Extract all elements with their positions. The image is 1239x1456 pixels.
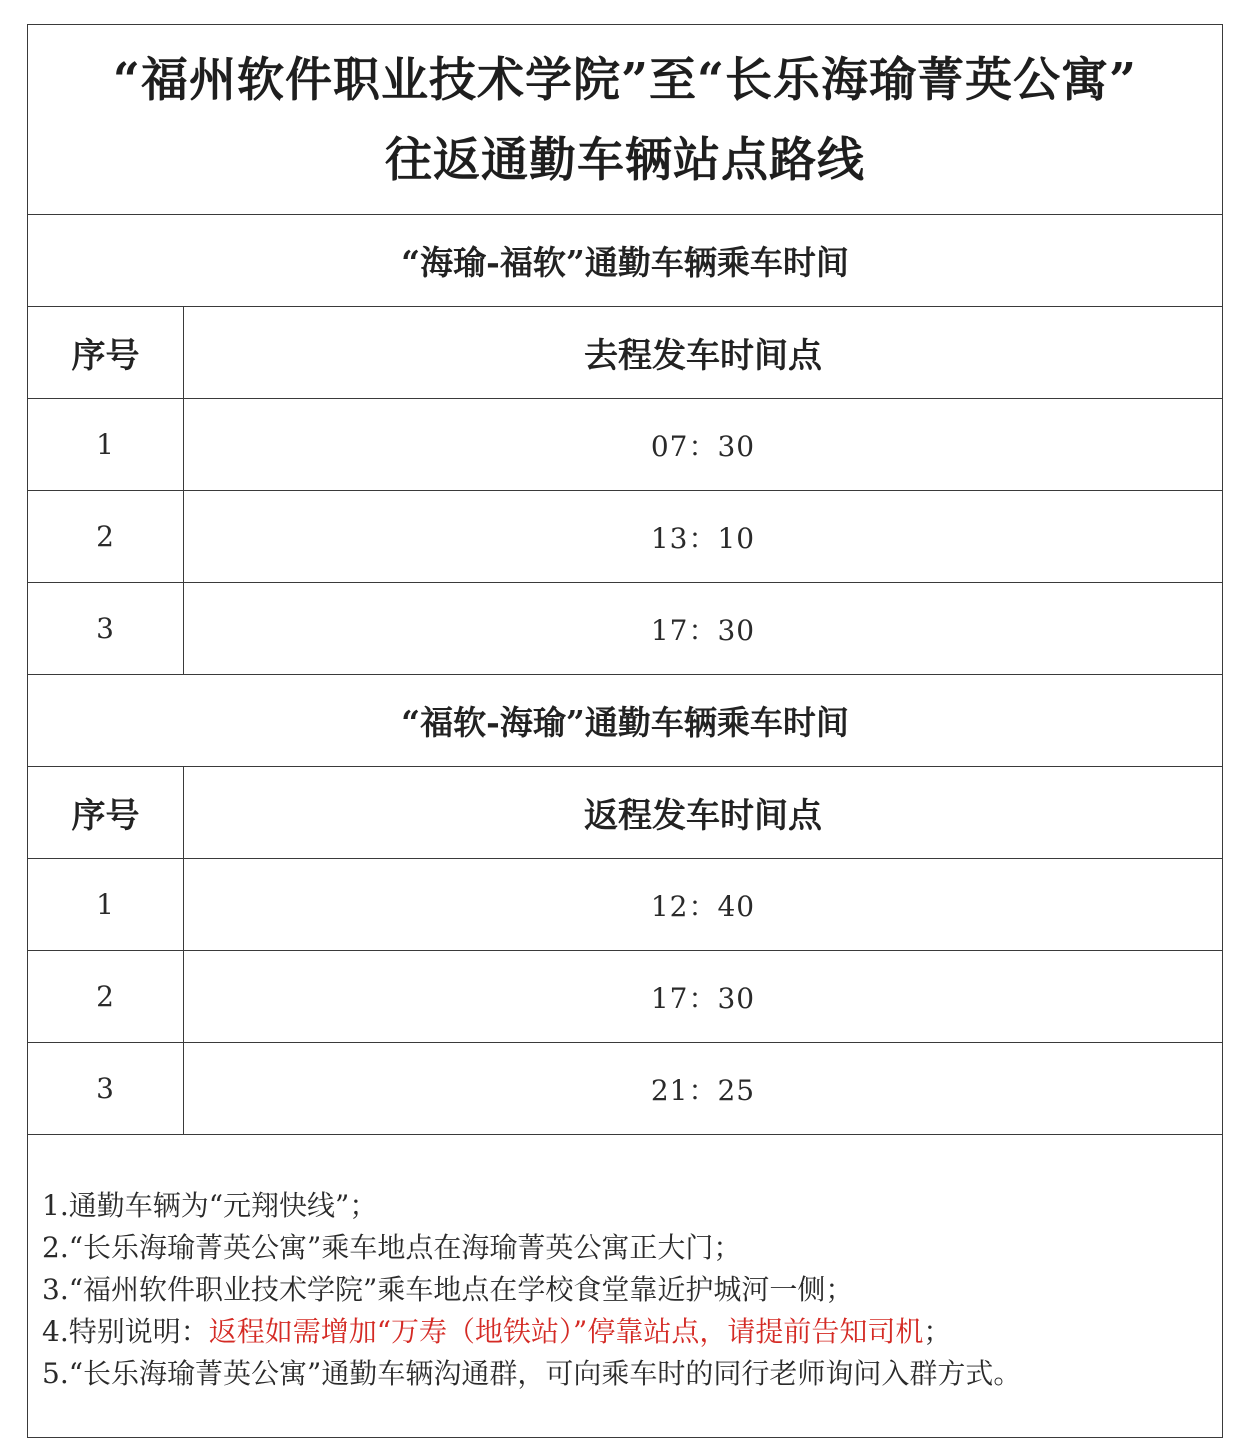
row-time-cell — [184, 583, 1222, 674]
row-index-cell — [28, 399, 184, 490]
table-row — [28, 1043, 1222, 1135]
note-4-highlight: 返程如需增加“万寿（地铁站）”停靠站点，请提前告知司机 — [208, 1315, 924, 1348]
row-time: 17：30 — [650, 981, 756, 1015]
table-row — [28, 951, 1222, 1043]
table-row — [28, 399, 1222, 491]
note-5: 5.“长乐海瑜菁英公寓”通勤车辆沟通群，可向乘车时的同行老师询问入群方式。 — [42, 1357, 1022, 1390]
row-time-cell — [184, 1043, 1222, 1134]
title-block — [28, 25, 1222, 215]
row-index: 2 — [96, 520, 115, 553]
note-3: 3.“福州软件职业技术学院”乘车地点在学校食堂靠近护城河一侧； — [42, 1273, 854, 1306]
row-time-cell — [184, 491, 1222, 582]
row-index-cell — [28, 491, 184, 582]
row-index-cell — [28, 951, 184, 1042]
row-time: 07：30 — [650, 429, 756, 463]
return-col-time-label: 返程发车时间点 — [584, 796, 822, 836]
row-index: 1 — [96, 888, 115, 921]
return-col-index-label: 序号 — [71, 796, 140, 836]
return-heading-text: “福软-海瑜”通勤车辆乘车时间 — [401, 703, 849, 742]
row-index-cell — [28, 1043, 184, 1134]
row-time: 12：40 — [650, 889, 756, 923]
table-row — [28, 583, 1222, 675]
return-col-time — [184, 767, 1222, 858]
outbound-col-time — [184, 307, 1222, 398]
row-time: 17：30 — [650, 613, 756, 647]
row-time-cell — [184, 399, 1222, 490]
row-time-cell — [184, 951, 1222, 1042]
outbound-col-time-label: 去程发车时间点 — [584, 336, 822, 376]
note-1: 1.通勤车辆为“元翔快线”； — [42, 1189, 378, 1222]
outbound-col-index-label: 序号 — [71, 336, 140, 376]
row-index: 3 — [96, 612, 115, 645]
return-section-heading — [28, 675, 1222, 767]
row-index-cell — [28, 859, 184, 950]
table-row — [28, 491, 1222, 583]
page-title-line-1: “福州软件职业技术学院”至“长乐海瑜菁英公寓” — [112, 53, 1138, 108]
row-time-cell — [184, 859, 1222, 950]
table-row — [28, 859, 1222, 951]
page-title-line-2: 往返通勤车辆站点路线 — [385, 133, 865, 188]
note-2: 2.“长乐海瑜菁英公寓”乘车地点在海瑜菁英公寓正大门； — [42, 1231, 742, 1264]
outbound-section-heading — [28, 215, 1222, 307]
row-index: 3 — [96, 1072, 115, 1105]
row-index-cell — [28, 583, 184, 674]
schedule-document — [27, 24, 1223, 1438]
outbound-heading-text: “海瑜-福软”通勤车辆乘车时间 — [401, 243, 849, 282]
return-col-index — [28, 767, 184, 858]
note-4 — [42, 1311, 1222, 1353]
outbound-col-index — [28, 307, 184, 398]
note-4-suffix: ； — [923, 1315, 952, 1348]
return-header-row — [28, 767, 1222, 859]
row-time: 13：10 — [650, 521, 756, 555]
row-time: 21：25 — [650, 1073, 756, 1107]
row-index: 2 — [96, 980, 115, 1013]
notes-block — [28, 1137, 1222, 1437]
outbound-header-row — [28, 307, 1222, 399]
note-4-prefix: 4.特别说明： — [42, 1315, 209, 1348]
row-index: 1 — [96, 428, 115, 461]
